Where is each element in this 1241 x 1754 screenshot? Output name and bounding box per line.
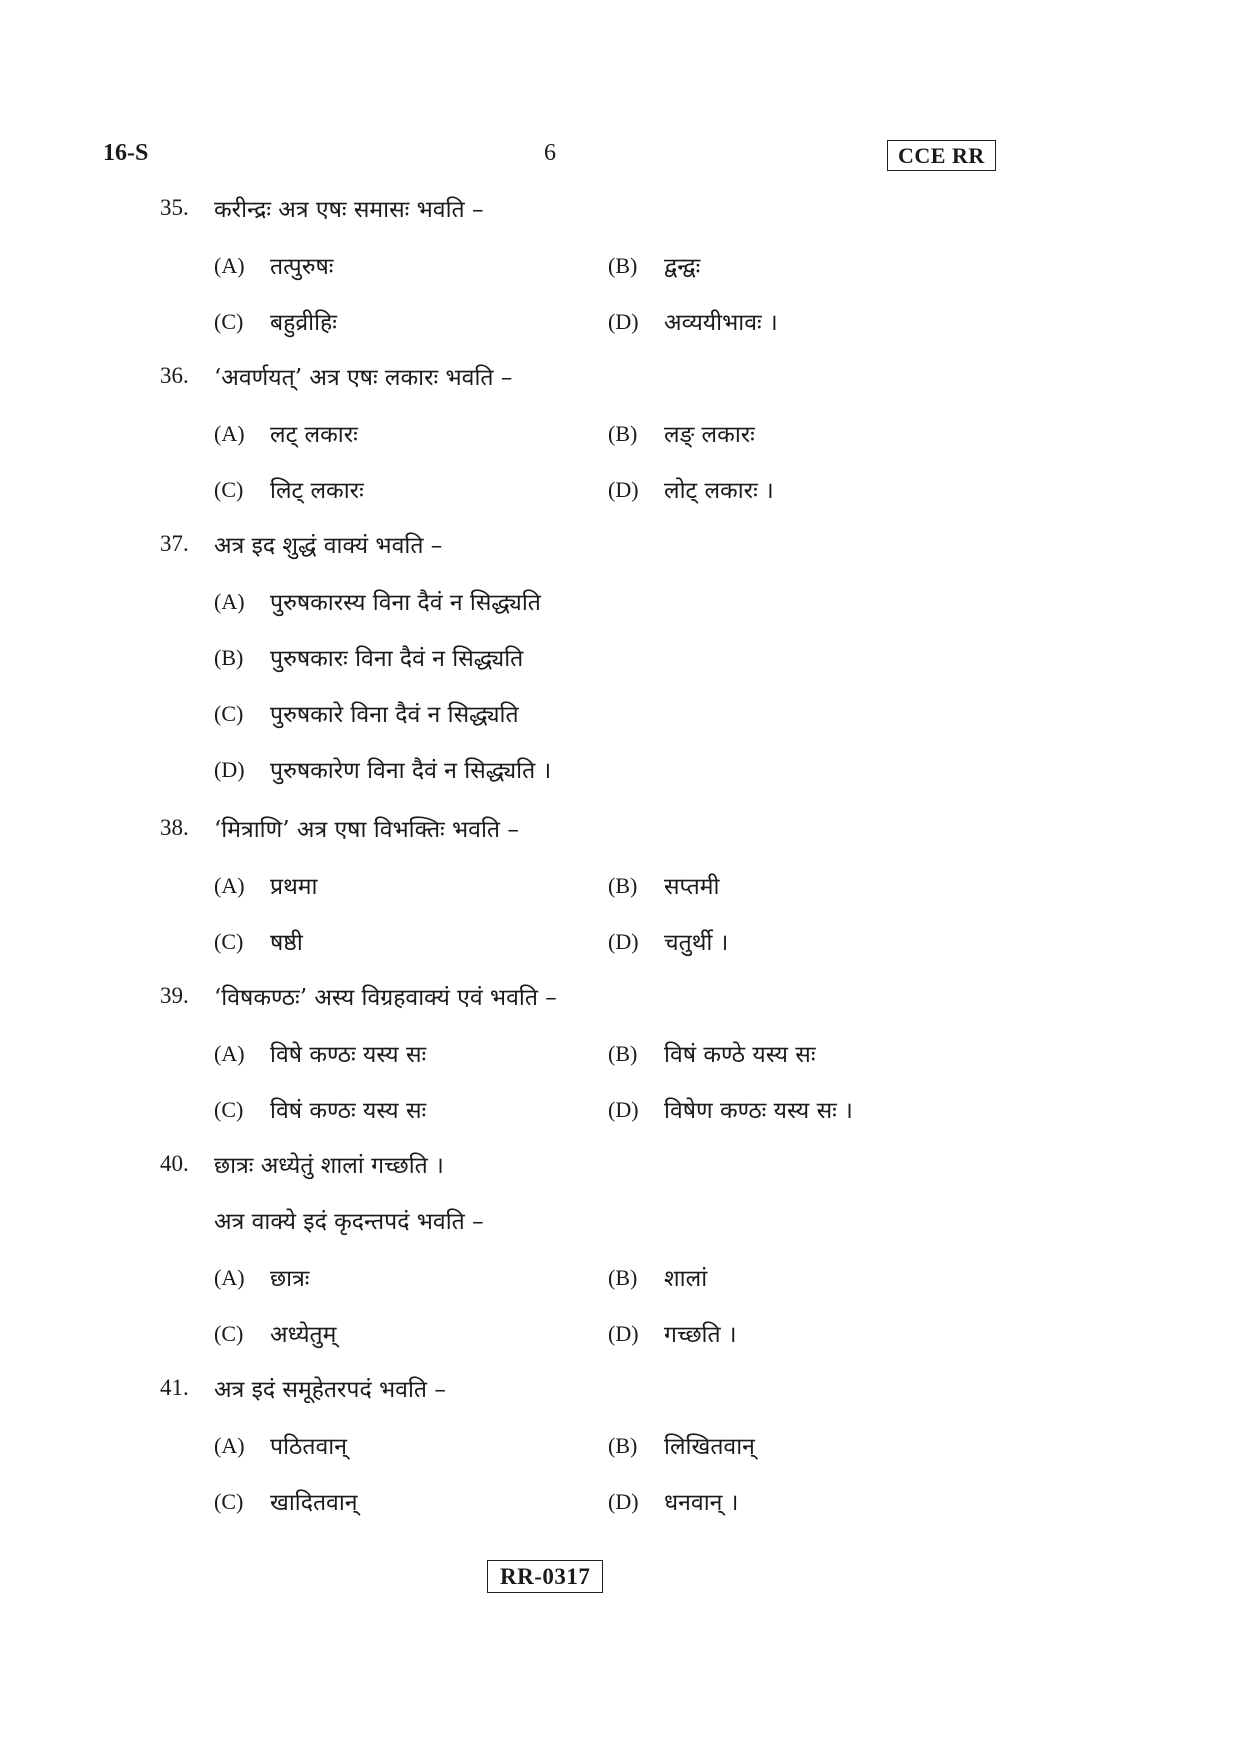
option-text: अध्येतुम् xyxy=(270,1322,337,1348)
question-subtext: अत्र वाक्ये इदं कृदन्तपदं भवति – xyxy=(214,1209,484,1235)
question-text: करीन्द्रः अत्र एषः समासः भवति – xyxy=(214,197,484,223)
option-text: लङ् लकारः xyxy=(664,422,755,448)
option-text: षष्ठी xyxy=(270,930,303,956)
option-text: चतुर्थी । xyxy=(664,930,729,956)
question-text: अत्र इदं समूहेतरपदं भवति – xyxy=(214,1377,446,1403)
option-text: पठितवान् xyxy=(270,1434,348,1460)
option-text: शालां xyxy=(664,1266,708,1292)
option-text: पुरुषकारस्य विना दैवं न सिद्ध्यति xyxy=(270,590,541,616)
option-text: गच्छति । xyxy=(664,1322,737,1348)
option-label: (A) xyxy=(214,253,245,278)
option-text: सप्तमी xyxy=(664,874,720,900)
option-label: (D) xyxy=(608,1489,639,1514)
option-text: पुरुषकारेण विना दैवं न सिद्ध्यति । xyxy=(270,758,552,784)
option-text: लिट् लकारः xyxy=(270,478,364,504)
question-text: ‘मित्राणि’ अत्र एषा विभक्तिः भवति – xyxy=(214,817,519,843)
page-number: 6 xyxy=(544,140,556,166)
option-label: (B) xyxy=(608,253,638,278)
option-text: लट् लकारः xyxy=(270,422,358,448)
option-text: पुरुषकारे विना दैवं न सिद्ध्यति xyxy=(270,702,519,728)
option-label: (C) xyxy=(214,929,244,954)
option-text: विषं कण्ठे यस्य सः xyxy=(664,1042,816,1068)
question-number: 38. xyxy=(160,815,189,840)
question-number: 39. xyxy=(160,983,189,1008)
option-text: तत्पुरुषः xyxy=(270,254,334,280)
option-label: (D) xyxy=(608,929,639,954)
option-text: खादितवान् xyxy=(270,1490,358,1516)
option-label: (D) xyxy=(608,1321,639,1346)
option-label: (B) xyxy=(608,1433,638,1458)
option-text: द्वन्द्वः xyxy=(664,254,701,280)
question-text: छात्रः अध्येतुं शालां गच्छति । xyxy=(214,1153,444,1179)
option-text: लोट् लकारः । xyxy=(664,478,774,504)
option-label: (A) xyxy=(214,1433,245,1458)
option-label: (B) xyxy=(608,1265,638,1290)
question-number: 40. xyxy=(160,1151,189,1176)
option-label: (C) xyxy=(214,1321,244,1346)
option-label: (A) xyxy=(214,589,245,614)
option-text: पुरुषकारः विना दैवं न सिद्ध्यति xyxy=(270,646,524,672)
option-text: धनवान् । xyxy=(664,1490,739,1516)
option-label: (A) xyxy=(214,1041,245,1066)
option-label: (C) xyxy=(214,477,244,502)
option-label: (A) xyxy=(214,421,245,446)
option-label: (D) xyxy=(608,1097,639,1122)
option-text: विषेण कण्ठः यस्य सः । xyxy=(664,1098,853,1124)
question-text: ‘अवर्णयत्’ अत्र एषः लकारः भवति – xyxy=(214,365,513,391)
question-number: 37. xyxy=(160,531,189,556)
scheme-code-box: CCE RR xyxy=(887,140,996,171)
question-number: 35. xyxy=(160,195,189,220)
option-label: (B) xyxy=(608,421,638,446)
option-text: विषे कण्ठः यस्य सः xyxy=(270,1042,427,1068)
option-text: विषं कण्ठः यस्य सः xyxy=(270,1098,427,1124)
option-label: (A) xyxy=(214,873,245,898)
paper-code-label: 16-S xyxy=(103,140,149,166)
option-text: छात्रः xyxy=(270,1266,310,1292)
option-text: प्रथमा xyxy=(270,874,318,900)
question-text: ‘विषकण्ठः’ अस्य विग्रहवाक्यं एवं भवति – xyxy=(214,985,557,1011)
option-label: (B) xyxy=(608,1041,638,1066)
question-text: अत्र इद शुद्धं वाक्यं भवति – xyxy=(214,533,443,559)
question-number: 36. xyxy=(160,363,189,388)
option-label: (A) xyxy=(214,1265,245,1290)
option-label: (D) xyxy=(214,757,245,782)
option-label: (D) xyxy=(608,477,639,502)
option-text: लिखितवान् xyxy=(664,1434,755,1460)
option-text: बहुव्रीहिः xyxy=(270,310,337,336)
option-label: (C) xyxy=(214,701,244,726)
footer-code-box: RR-0317 xyxy=(487,1560,603,1593)
option-label: (D) xyxy=(608,309,639,334)
question-number: 41. xyxy=(160,1375,189,1400)
option-label: (C) xyxy=(214,1097,244,1122)
option-label: (C) xyxy=(214,309,244,334)
option-label: (B) xyxy=(608,873,638,898)
option-label: (C) xyxy=(214,1489,244,1514)
option-label: (B) xyxy=(214,645,244,670)
option-text: अव्ययीभावः । xyxy=(664,310,778,336)
